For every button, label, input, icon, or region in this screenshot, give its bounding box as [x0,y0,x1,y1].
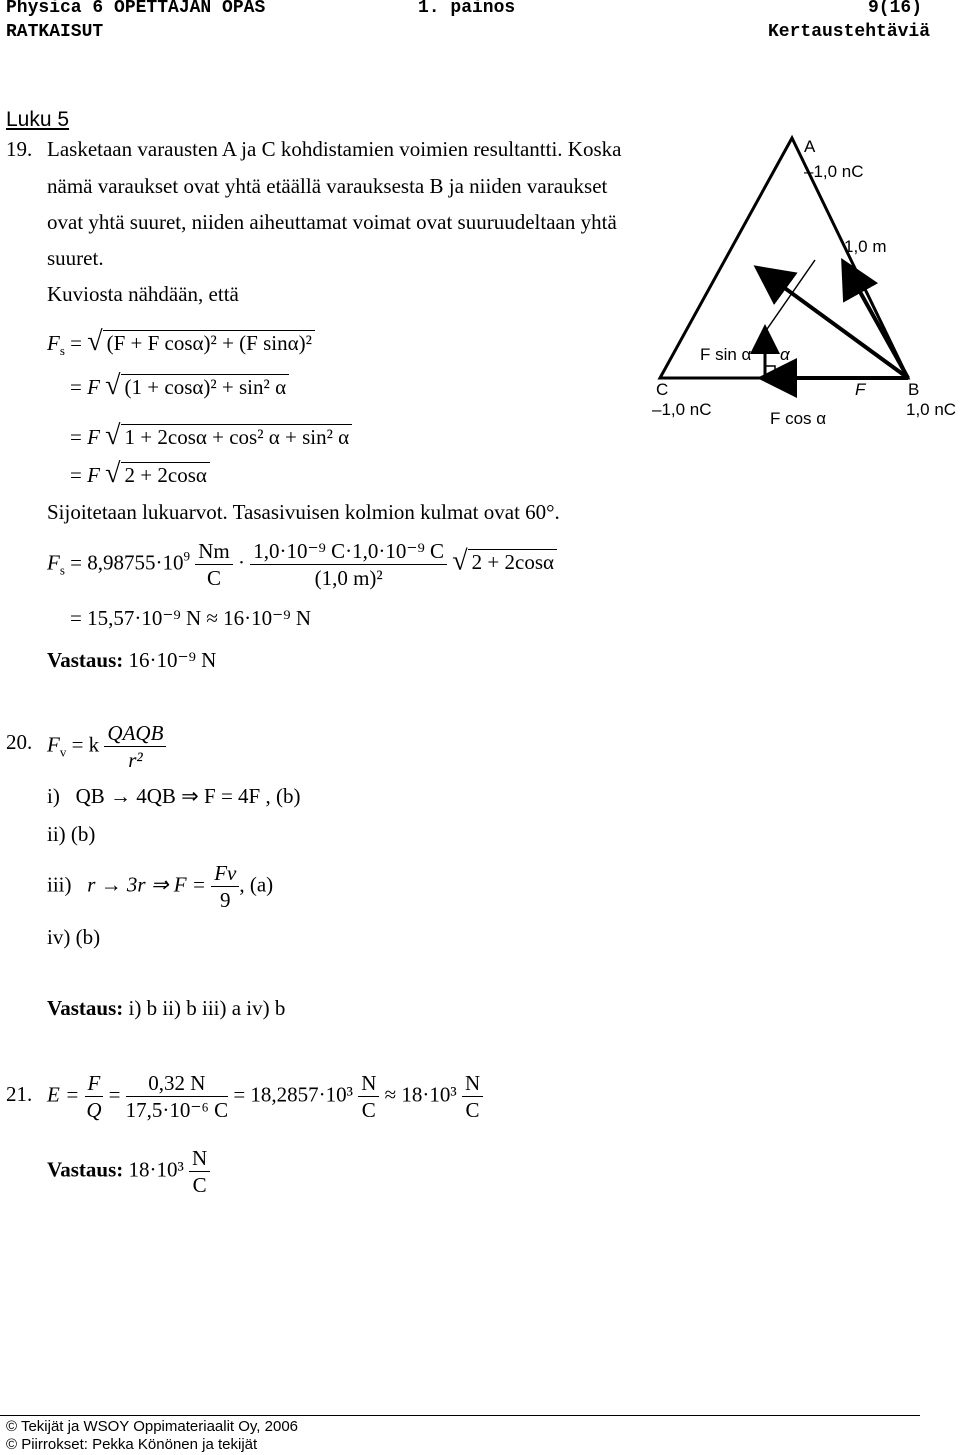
p19-line1: Lasketaan varausten A ja C kohdistamien voimien resultantti. Koska [47,137,622,161]
label-fsin: F sin α [700,345,752,364]
label-f: F [855,380,866,399]
label-a: A [804,137,816,156]
label-fcos: F cos α [770,409,827,428]
header-page: 9(16) [868,0,923,18]
label-b: B [908,380,920,399]
footer-rule [0,1415,920,1416]
header-section: RATKAISUT [6,22,104,42]
p19-eq4: = F √ 2 + 2cosα [70,460,210,488]
p20-ii: ii) (b) [47,822,96,846]
p19-line2: nämä varaukset ovat yhtä etäällä varauksesta B ja niiden varaukset [47,174,608,198]
p20-i: i) QB → 4QB ⇒ F = 4F , (b) [47,784,301,808]
footer-line1: © Tekijät ja WSOY Oppimateriaalit Oy, 2006 [6,1418,299,1435]
p19-answer: Vastaus: 16·10⁻⁹ N [47,648,217,672]
label-alpha: α [780,345,790,364]
problem-21-number: 21. [6,1082,33,1106]
header-edition: 1. painos [418,0,516,18]
arrow-f-ab [845,265,908,378]
p20-formula: $F_v = k$ $\frac{\text{QAQB}}{\text{r²}}$ [47,720,166,773]
label-c-charge: –1,0 nC [652,400,712,419]
header-subsection: Kertaustehtäviä [768,22,931,42]
label-side: 1,0 m [844,237,887,256]
dashed-guide [765,260,815,332]
p21-answer: Vastaus: 18·10³ $\frac{N}{C}$ [47,1145,210,1198]
p20-answer: Vastaus: i) b ii) b iii) a iv) b [47,996,286,1020]
footer-line2: © Piirrokset: Pekka Könönen ja tekijät [6,1436,258,1453]
p19-result: = 15,57·10⁻⁹ N ≈ 16·10⁻⁹ N [70,606,311,630]
p19-eq2: = F √ (1 + cosα)² + sin² α [70,372,289,400]
p20-iv: iv) (b) [47,925,101,949]
p21-formula: E = $\frac{F}{Q}$ = $\frac{0,32 N}{\text{17,5·10⁻⁶ C}}$ = 18,2857·10³ $\frac{N}{C}$ ≈ 18·10³ $\frac{N}{C}$ [47,1070,483,1123]
label-a-charge: –1,0 nC [804,162,864,181]
label-b-charge: 1,0 nC [906,400,957,419]
force-diagram [640,130,958,450]
p19-line5: Kuviosta nähdään, että [47,282,239,306]
label-c: C [656,380,669,399]
p19-line6: Sijoitetaan lukuarvot. Tasasivuisen kolmion kulmat ovat 60°. [47,500,560,524]
p19-calculation: $F_s = 8,98755\cdot 10^9$ $\frac{Nm}{C}$ · $\frac{\text{1,0·10⁻⁹ C·1,0·10⁻⁹ C}}{\text{(1,0 m)²}}$ √ 2 + 2cosα [47,538,557,591]
problem-19-number: 19. [6,137,33,161]
p19-line4: suuret. [47,246,104,270]
p20-iii: iii) r → 3r ⇒ F = $\frac{Fv}{9}$ , (a) [47,861,274,912]
header-title: Physica 6 OPETTAJAN OPAS [6,0,266,18]
p19-line3: ovat yhtä suuret, niiden aiheuttamat voimat ovat suuruudeltaan yhtä [47,210,617,234]
chapter-heading: Luku 5 [6,108,70,131]
p19-eq1: $F_s$ = √ (F + F cosα)² + (F sinα)² [47,328,315,359]
problem-20-number: 20. [6,730,33,754]
p19-eq3: = F √ 1 + 2cosα + cos² α + sin² α [70,422,352,450]
triangle-outline [660,138,908,378]
